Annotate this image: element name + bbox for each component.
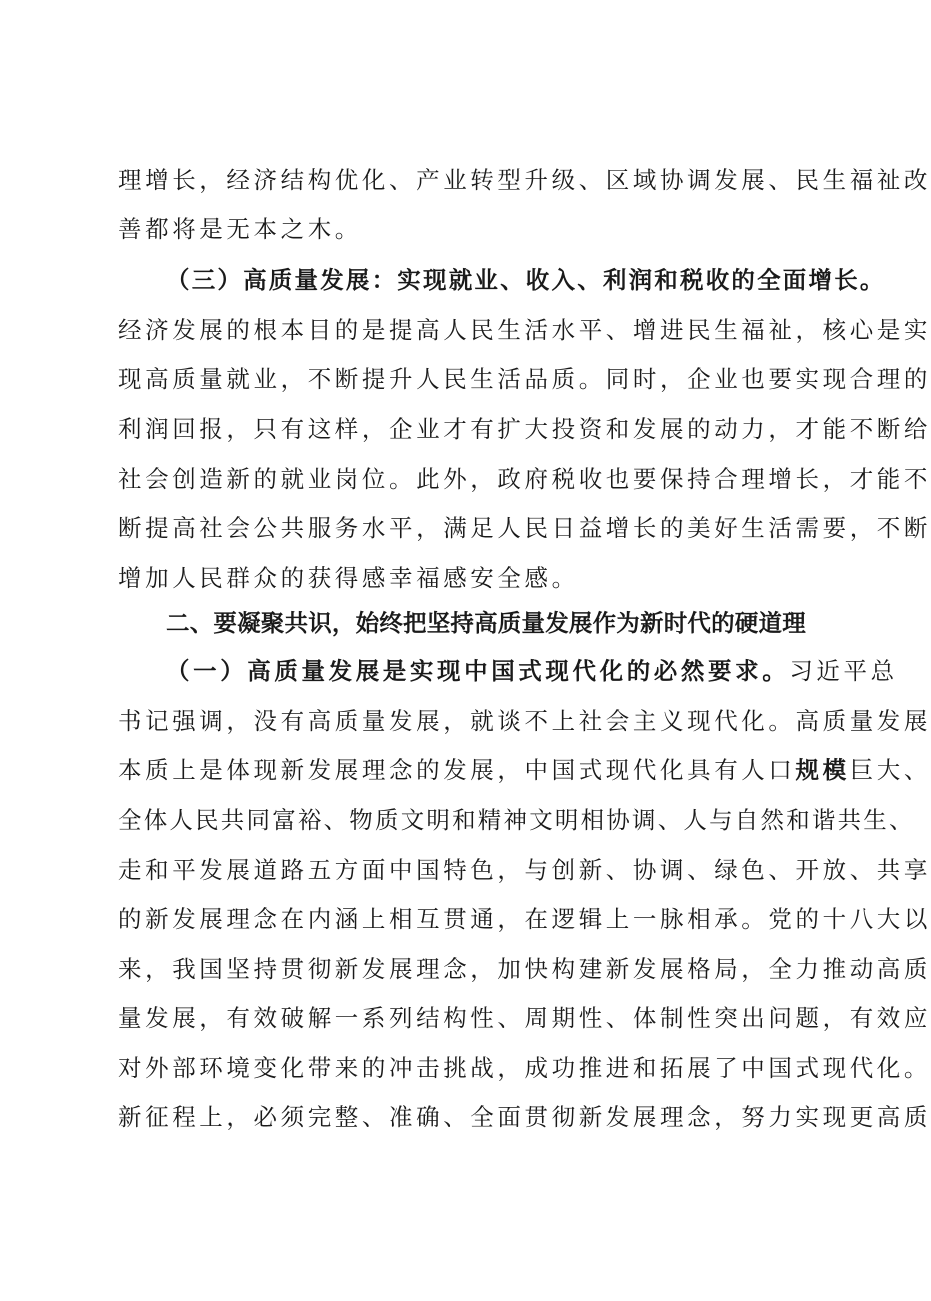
- paragraph-line-4: 现高质量就业，不断提升人民生活品质。同时，企业也要实现合理的: [118, 365, 931, 393]
- paragraph-line-6: 社会创造新的就业岗位。此外，政府税收也要保持合理增长，才能不: [118, 465, 931, 493]
- paragraph-line-10: 全体人民共同富裕、物质文明和精神文明相协调、人与自然和谐共生、: [118, 806, 915, 834]
- subheading-one-bold: （一）高质量发展是实现中国式现代化的必然要求。: [166, 657, 790, 685]
- paragraph-line-3: 经济发展的根本目的是提高人民生活水平、增进民生福祉，核心是实: [118, 316, 931, 344]
- paragraph-line-scale: [118, 755, 931, 785]
- section-two-heading: 二、要凝聚共识，始终把坚持高质量发展作为新时代的硬道理: [166, 609, 806, 637]
- paragraph-line-16: 新征程上，必须完整、准确、全面贯彻新发展理念，努力实现更高质: [118, 1103, 931, 1131]
- paragraph-line-14: 量发展，有效破解一系列结构性、周期性、体制性突出问题，有效应: [118, 1004, 931, 1032]
- subheading-three: （三）高质量发展：实现就业、收入、利润和税收的全面增长。: [166, 266, 886, 294]
- paragraph-line-5: 利润回报，只有这样，企业才有扩大投资和发展的动力，才能不断给: [118, 415, 931, 443]
- scale-line-bold: 规模: [795, 756, 850, 784]
- paragraph-line-1: 理增长，经济结构优化、产业转型升级、区域协调发展、民生福祉改: [118, 166, 931, 194]
- paragraph-line-8: 增加人民群众的获得感幸福感安全感。: [118, 564, 579, 592]
- paragraph-line-12: 的新发展理念在内涵上相互贯通，在逻辑上一脉相承。党的十八大以: [118, 905, 931, 933]
- paragraph-line-7: 断提高社会公共服务水平，满足人民日益增长的美好生活需要，不断: [118, 514, 931, 542]
- subheading-one-line: [166, 656, 898, 686]
- paragraph-line-2: 善都将是无本之木。: [118, 215, 362, 243]
- scale-line-pre: 本质上是体现新发展理念的发展，中国式现代化具有人口: [118, 756, 796, 784]
- paragraph-line-13: 来，我国坚持贯彻新发展理念，加快构建新发展格局，全力推动高质: [118, 955, 931, 983]
- paragraph-line-15: 对外部环境变化带来的冲击挑战，成功推进和拓展了中国式现代化。: [118, 1054, 931, 1082]
- scale-line-post: 巨大、: [849, 756, 931, 784]
- paragraph-line-9: 书记强调，没有高质量发展，就谈不上社会主义现代化。高质量发展: [118, 707, 931, 735]
- paragraph-line-11: 走和平发展道路五方面中国特色，与创新、协调、绿色、开放、共享: [118, 856, 931, 884]
- subheading-one-rest: 习近平总: [789, 657, 898, 685]
